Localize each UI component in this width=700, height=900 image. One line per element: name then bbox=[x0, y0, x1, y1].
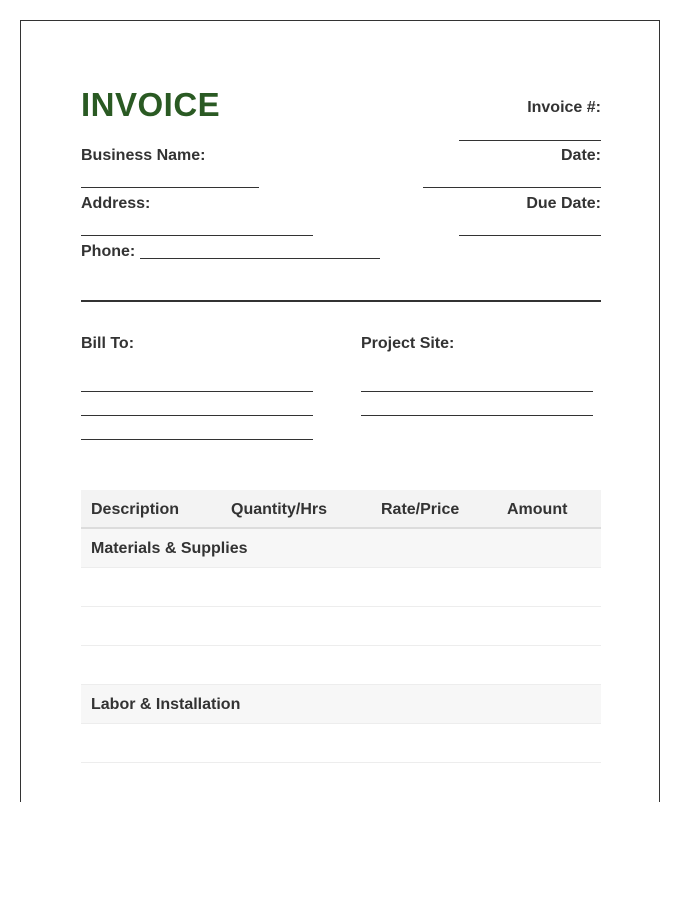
address-label: Address: bbox=[81, 195, 151, 212]
bill-to-label: Bill To: bbox=[81, 335, 135, 352]
section-divider bbox=[81, 300, 601, 302]
invoice-title: INVOICE bbox=[81, 86, 221, 123]
date-field[interactable] bbox=[423, 187, 601, 188]
table-header bbox=[81, 490, 601, 529]
section-label-labor: Labor & Installation bbox=[91, 696, 241, 713]
date-label: Date: bbox=[560, 147, 601, 164]
table-row[interactable] bbox=[81, 646, 601, 685]
column-header-quantity: Quantity/Hrs bbox=[231, 501, 328, 518]
bill-to-line-2[interactable] bbox=[81, 415, 313, 416]
due-date-label: Due Date: bbox=[526, 195, 601, 212]
column-header-amount: Amount bbox=[507, 501, 568, 518]
section-row-labor bbox=[81, 685, 601, 724]
business-name-field[interactable] bbox=[81, 187, 259, 188]
project-site-line-2[interactable] bbox=[361, 415, 593, 416]
bill-to-line-1[interactable] bbox=[81, 391, 313, 392]
invoice-number-field[interactable] bbox=[459, 140, 601, 141]
table-row[interactable] bbox=[81, 724, 601, 763]
project-site-label: Project Site: bbox=[361, 335, 455, 352]
due-date-field[interactable] bbox=[459, 235, 601, 236]
column-header-description: Description bbox=[91, 501, 180, 518]
section-label-materials: Materials & Supplies bbox=[91, 540, 248, 557]
business-name-label: Business Name: bbox=[81, 147, 206, 164]
column-header-rate: Rate/Price bbox=[381, 501, 460, 518]
invoice-number-label: Invoice #: bbox=[527, 99, 601, 116]
line-items-table bbox=[81, 490, 601, 763]
section-row-materials bbox=[81, 529, 601, 568]
address-field[interactable] bbox=[81, 235, 313, 236]
project-site-line-1[interactable] bbox=[361, 391, 593, 392]
table-row[interactable] bbox=[81, 568, 601, 607]
phone-label: Phone: bbox=[81, 243, 136, 260]
bill-to-line-3[interactable] bbox=[81, 439, 313, 440]
table-row[interactable] bbox=[81, 607, 601, 646]
phone-field[interactable] bbox=[140, 258, 380, 259]
